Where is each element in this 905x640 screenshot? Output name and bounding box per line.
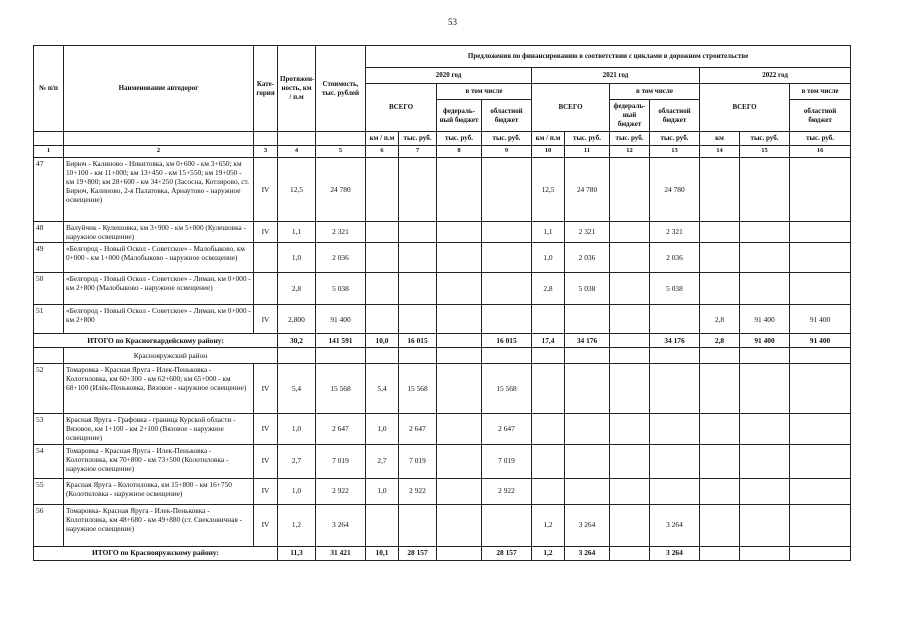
value-c10: 1,2 (532, 504, 565, 546)
value-c13 (650, 305, 700, 334)
total-c14: 2,8 (700, 334, 740, 348)
cost: 91 400 (316, 305, 366, 334)
value-c13: 3 264 (650, 504, 700, 546)
value-c16 (790, 444, 851, 478)
value-c12 (610, 414, 650, 444)
value-c13: 24 780 (650, 158, 700, 222)
col-index: 16 (790, 146, 851, 158)
value-c7: 7 019 (399, 444, 437, 478)
table-row (34, 414, 851, 444)
road-name: Томаровка - Красная Яруга - Илек-Пеньковка - Колотиловка, км 70+800 - км 73+500 (Колотиловка - наружное освещение) (64, 444, 254, 478)
total-label: ИТОГО по Краснояружскому району: (34, 546, 278, 560)
category: IV (254, 444, 278, 478)
value-c9: 15 568 (482, 364, 532, 414)
road-name: «Белгород - Новый Оскол - Советское» - Малобыково, км 0+000 - км 1+000 (Малобыково - наружное освещение) (64, 243, 254, 273)
table-row (34, 305, 851, 334)
cost: 5 038 (316, 273, 366, 305)
value-c7 (399, 222, 437, 243)
value-c11 (565, 444, 610, 478)
value-c9: 7 019 (482, 444, 532, 478)
row-number: 51 (34, 305, 64, 334)
value-c9 (482, 504, 532, 546)
regional-2020-header: областной бюджет (482, 100, 532, 132)
total-c13: 3 264 (650, 546, 700, 560)
value-c12 (610, 158, 650, 222)
value-c12 (610, 243, 650, 273)
total-c7: 16 015 (399, 334, 437, 348)
col-index: 6 (366, 146, 399, 158)
length: 1,2 (278, 504, 316, 546)
col-index: 11 (565, 146, 610, 158)
federal-2020-header: федераль-ный бюджет (437, 100, 482, 132)
col-category-header: Кате-гория (254, 46, 278, 132)
incl-2020-header: в том числе (437, 84, 532, 100)
total-c9: 16 015 (482, 334, 532, 348)
col-num-header: № п/п (34, 46, 64, 132)
value-c15 (740, 273, 790, 305)
federal-2021-header: федераль-ный бюджет (610, 100, 650, 132)
total-c8 (437, 546, 482, 560)
road-name: Красная Яруга - Колотиловка, км 15+800 - км 16+750 (Колотиловка - наружное освещение) (64, 478, 254, 504)
value-c10 (532, 364, 565, 414)
col-name-header: Наименование автодорог (64, 46, 254, 132)
unit-km: км / п.м (366, 132, 399, 146)
total-c16 (790, 546, 851, 560)
total-row (34, 546, 851, 560)
value-c9 (482, 158, 532, 222)
value-c7 (399, 504, 437, 546)
value-c6 (366, 273, 399, 305)
value-c13 (650, 364, 700, 414)
category: IV (254, 504, 278, 546)
incl-2021-header: в том числе (610, 84, 700, 100)
value-c13: 5 038 (650, 273, 700, 305)
page-number: 53 (448, 17, 457, 27)
value-c11 (565, 305, 610, 334)
value-c16 (790, 243, 851, 273)
value-c6: 1,0 (366, 414, 399, 444)
total-c11: 34 176 (565, 334, 610, 348)
value-c8 (437, 478, 482, 504)
unit-rub: тыс. руб. (482, 132, 532, 146)
value-c14 (700, 444, 740, 478)
row-number: 55 (34, 478, 64, 504)
value-c6 (366, 158, 399, 222)
value-c8 (437, 273, 482, 305)
table-row (34, 478, 851, 504)
cost: 3 264 (316, 504, 366, 546)
value-c8 (437, 158, 482, 222)
value-c6 (366, 504, 399, 546)
total-cost: 141 591 (316, 334, 366, 348)
value-c14 (700, 504, 740, 546)
col-index: 15 (740, 146, 790, 158)
krasnoyar-rows (34, 364, 851, 546)
value-c12 (610, 444, 650, 478)
cost: 2 922 (316, 478, 366, 504)
table-row (34, 243, 851, 273)
unit-km: км / п.м (532, 132, 565, 146)
value-c7 (399, 273, 437, 305)
road-name: Красная Яруга - Графовка - граница Курской области - Вязовое, км 1+100 - км 2+100 (Вязовое - наружное освещение) (64, 414, 254, 444)
row-number: 48 (34, 222, 64, 243)
value-c10: 2,8 (532, 273, 565, 305)
value-c7: 2 922 (399, 478, 437, 504)
column-index-row (34, 146, 851, 158)
table-header (34, 46, 851, 158)
col-index: 4 (278, 146, 316, 158)
value-c16: 91 400 (790, 305, 851, 334)
value-c9 (482, 243, 532, 273)
value-c13: 2 321 (650, 222, 700, 243)
value-c12 (610, 305, 650, 334)
col-length-header: Протяжен-ность, км / п.м (278, 46, 316, 132)
value-c11: 5 038 (565, 273, 610, 305)
value-c16 (790, 158, 851, 222)
col-index: 13 (650, 146, 700, 158)
krasnoyar-total (34, 546, 851, 560)
total-c14 (700, 546, 740, 560)
value-c15 (740, 364, 790, 414)
unit-rub: тыс. руб. (399, 132, 437, 146)
value-c13 (650, 478, 700, 504)
table-row (34, 222, 851, 243)
category: IV (254, 158, 278, 222)
total-c7: 28 157 (399, 546, 437, 560)
col-index: 2 (64, 146, 254, 158)
row-number: 54 (34, 444, 64, 478)
total-c12 (610, 334, 650, 348)
col-index: 1 (34, 146, 64, 158)
value-c8 (437, 364, 482, 414)
unit-rub: тыс. руб. (437, 132, 482, 146)
col-index: 7 (399, 146, 437, 158)
total-c6: 10,0 (366, 334, 399, 348)
col-cost-header: Стоимость, тыс. рублей (316, 46, 366, 132)
krasnoyar-section (34, 348, 851, 364)
value-c11 (565, 478, 610, 504)
value-c7: 2 647 (399, 414, 437, 444)
value-c15 (740, 243, 790, 273)
value-c10: 12,5 (532, 158, 565, 222)
value-c13 (650, 414, 700, 444)
value-c14 (700, 478, 740, 504)
value-c8 (437, 243, 482, 273)
value-c9 (482, 222, 532, 243)
krasnogv-rows (34, 158, 851, 334)
value-c10: 1,0 (532, 243, 565, 273)
value-c11 (565, 364, 610, 414)
row-number: 49 (34, 243, 64, 273)
value-c8 (437, 222, 482, 243)
cost: 15 568 (316, 364, 366, 414)
unit-rub: тыс. руб. (565, 132, 610, 146)
road-name: «Белгород - Новый Оскол - Советское» - Лиман, км 0+000 - км 2+800 (Малобыково - наружное освещение) (64, 273, 254, 305)
road-name: Валуйчик - Кулешовка, км 3+900 - км 5+000 (Кулешовка - наружное освещение) (64, 222, 254, 243)
table-row (34, 158, 851, 222)
total-c8 (437, 334, 482, 348)
value-c14 (700, 364, 740, 414)
section-title: Краснояружский район (64, 348, 278, 364)
value-c6: 1,0 (366, 478, 399, 504)
value-c12 (610, 364, 650, 414)
value-c10: 1,1 (532, 222, 565, 243)
total-c13: 34 176 (650, 334, 700, 348)
category (254, 243, 278, 273)
table-row (34, 364, 851, 414)
value-c15 (740, 414, 790, 444)
unit-rub: тыс. руб. (650, 132, 700, 146)
value-c6 (366, 305, 399, 334)
length: 2,800 (278, 305, 316, 334)
value-c16 (790, 478, 851, 504)
category: IV (254, 478, 278, 504)
cost: 2 036 (316, 243, 366, 273)
value-c10 (532, 444, 565, 478)
category: IV (254, 305, 278, 334)
value-c10 (532, 414, 565, 444)
total-c10: 17,4 (532, 334, 565, 348)
col-index: 10 (532, 146, 565, 158)
col-index: 8 (437, 146, 482, 158)
length: 1,1 (278, 222, 316, 243)
length: 5,4 (278, 364, 316, 414)
row-number: 53 (34, 414, 64, 444)
road-name: Томаровка- Красная Яруга - Илек-Пеньковка - Колотиловка, км 48+680 - км 49+880 (ст. Свекловичная - наружное освещение) (64, 504, 254, 546)
value-c8 (437, 444, 482, 478)
total-len: 30,2 (278, 334, 316, 348)
year-2022-header: 2022 год (700, 68, 851, 84)
length: 2,8 (278, 273, 316, 305)
total-2021-header: ВСЕГО (532, 84, 610, 132)
value-c15 (740, 504, 790, 546)
length: 12,5 (278, 158, 316, 222)
category (254, 273, 278, 305)
road-name: Томаровка - Красная Яруга - Илек-Пеньковка - Колотиловка, км 60+300 - км 62+600; км 65+000 - км 68+100 (Илёк-Пеньковка, Вязовое - наружное освещение) (64, 364, 254, 414)
value-c8 (437, 305, 482, 334)
value-c15 (740, 222, 790, 243)
col-index: 3 (254, 146, 278, 158)
total-c9: 28 157 (482, 546, 532, 560)
value-c15 (740, 158, 790, 222)
total-c16: 91 400 (790, 334, 851, 348)
value-c7 (399, 305, 437, 334)
value-c11: 3 264 (565, 504, 610, 546)
value-c7 (399, 158, 437, 222)
year-2020-header: 2020 год (366, 68, 532, 84)
road-name: «Белгород - Новый Оскол - Советское» - Лиман, км 0+000 - км 2+800 (64, 305, 254, 334)
road-financing-table (33, 45, 851, 561)
col-index: 12 (610, 146, 650, 158)
value-c9 (482, 273, 532, 305)
unit-rub: тыс. руб. (740, 132, 790, 146)
length: 1,0 (278, 478, 316, 504)
total-label: ИТОГО по Красногвардейскому району: (34, 334, 278, 348)
category: IV (254, 364, 278, 414)
row-number: 52 (34, 364, 64, 414)
value-c9: 2 922 (482, 478, 532, 504)
value-c14 (700, 273, 740, 305)
total-cost: 31 421 (316, 546, 366, 560)
value-c14 (700, 414, 740, 444)
cost: 24 780 (316, 158, 366, 222)
table-row (34, 444, 851, 478)
length: 1,0 (278, 414, 316, 444)
proposals-header: Предложения по финансированию в соответствии с циклами в дорожном строительстве (366, 46, 851, 68)
value-c8 (437, 414, 482, 444)
krasnogv-total (34, 334, 851, 348)
value-c8 (437, 504, 482, 546)
road-name: Бирюч - Калиново - Никитовка, км 0+600 - км 3+650; км 10+100 - км 11+000; км 13+450 - км 15+550; км 19+050 - км 19+800; км 28+600 - км 34+250 (Засосна, Котлярово, ст. Бирюч, Калиново, 2-я Палатовка, Арнаутово - наружное освещение) (64, 158, 254, 222)
category: IV (254, 414, 278, 444)
unit-km: км (700, 132, 740, 146)
cost: 2 647 (316, 414, 366, 444)
value-c15 (740, 478, 790, 504)
year-2021-header: 2021 год (532, 68, 700, 84)
value-c6 (366, 222, 399, 243)
value-c14: 2,8 (700, 305, 740, 334)
value-c7 (399, 243, 437, 273)
table-row (34, 504, 851, 546)
value-c16 (790, 414, 851, 444)
unit-rub: тыс. руб. (790, 132, 851, 146)
cost: 2 321 (316, 222, 366, 243)
table-row (34, 273, 851, 305)
value-c11: 24 780 (565, 158, 610, 222)
unit-rub: тыс. руб. (610, 132, 650, 146)
value-c10 (532, 478, 565, 504)
regional-2022-header: областной бюджет (790, 100, 851, 132)
value-c16 (790, 273, 851, 305)
value-c14 (700, 243, 740, 273)
row-number: 50 (34, 273, 64, 305)
category: IV (254, 222, 278, 243)
col-index: 9 (482, 146, 532, 158)
value-c11 (565, 414, 610, 444)
row-number: 56 (34, 504, 64, 546)
total-2022-header: ВСЕГО (700, 84, 790, 132)
value-c12 (610, 273, 650, 305)
incl-2022-header: в том числе (790, 84, 851, 100)
value-c12 (610, 478, 650, 504)
value-c6: 5,4 (366, 364, 399, 414)
value-c12 (610, 504, 650, 546)
value-c9 (482, 305, 532, 334)
value-c9: 2 647 (482, 414, 532, 444)
total-row (34, 334, 851, 348)
value-c16 (790, 504, 851, 546)
total-len: 11,3 (278, 546, 316, 560)
cost: 7 019 (316, 444, 366, 478)
value-c12 (610, 222, 650, 243)
total-c15: 91 400 (740, 334, 790, 348)
value-c10 (532, 305, 565, 334)
length: 2,7 (278, 444, 316, 478)
total-c10: 1,2 (532, 546, 565, 560)
total-c11: 3 264 (565, 546, 610, 560)
value-c14 (700, 222, 740, 243)
value-c13 (650, 444, 700, 478)
regional-2021-header: областной бюджет (650, 100, 700, 132)
value-c7: 15 568 (399, 364, 437, 414)
row-number: 47 (34, 158, 64, 222)
total-c15 (740, 546, 790, 560)
value-c16 (790, 364, 851, 414)
value-c15 (740, 444, 790, 478)
col-index: 5 (316, 146, 366, 158)
value-c13: 2 036 (650, 243, 700, 273)
total-c6: 10,1 (366, 546, 399, 560)
value-c6 (366, 243, 399, 273)
total-2020-header: ВСЕГО (366, 84, 437, 132)
value-c6: 2,7 (366, 444, 399, 478)
value-c15: 91 400 (740, 305, 790, 334)
total-c12 (610, 546, 650, 560)
value-c11: 2 036 (565, 243, 610, 273)
col-index: 14 (700, 146, 740, 158)
value-c16 (790, 222, 851, 243)
value-c11: 2 321 (565, 222, 610, 243)
length: 1,0 (278, 243, 316, 273)
value-c14 (700, 158, 740, 222)
